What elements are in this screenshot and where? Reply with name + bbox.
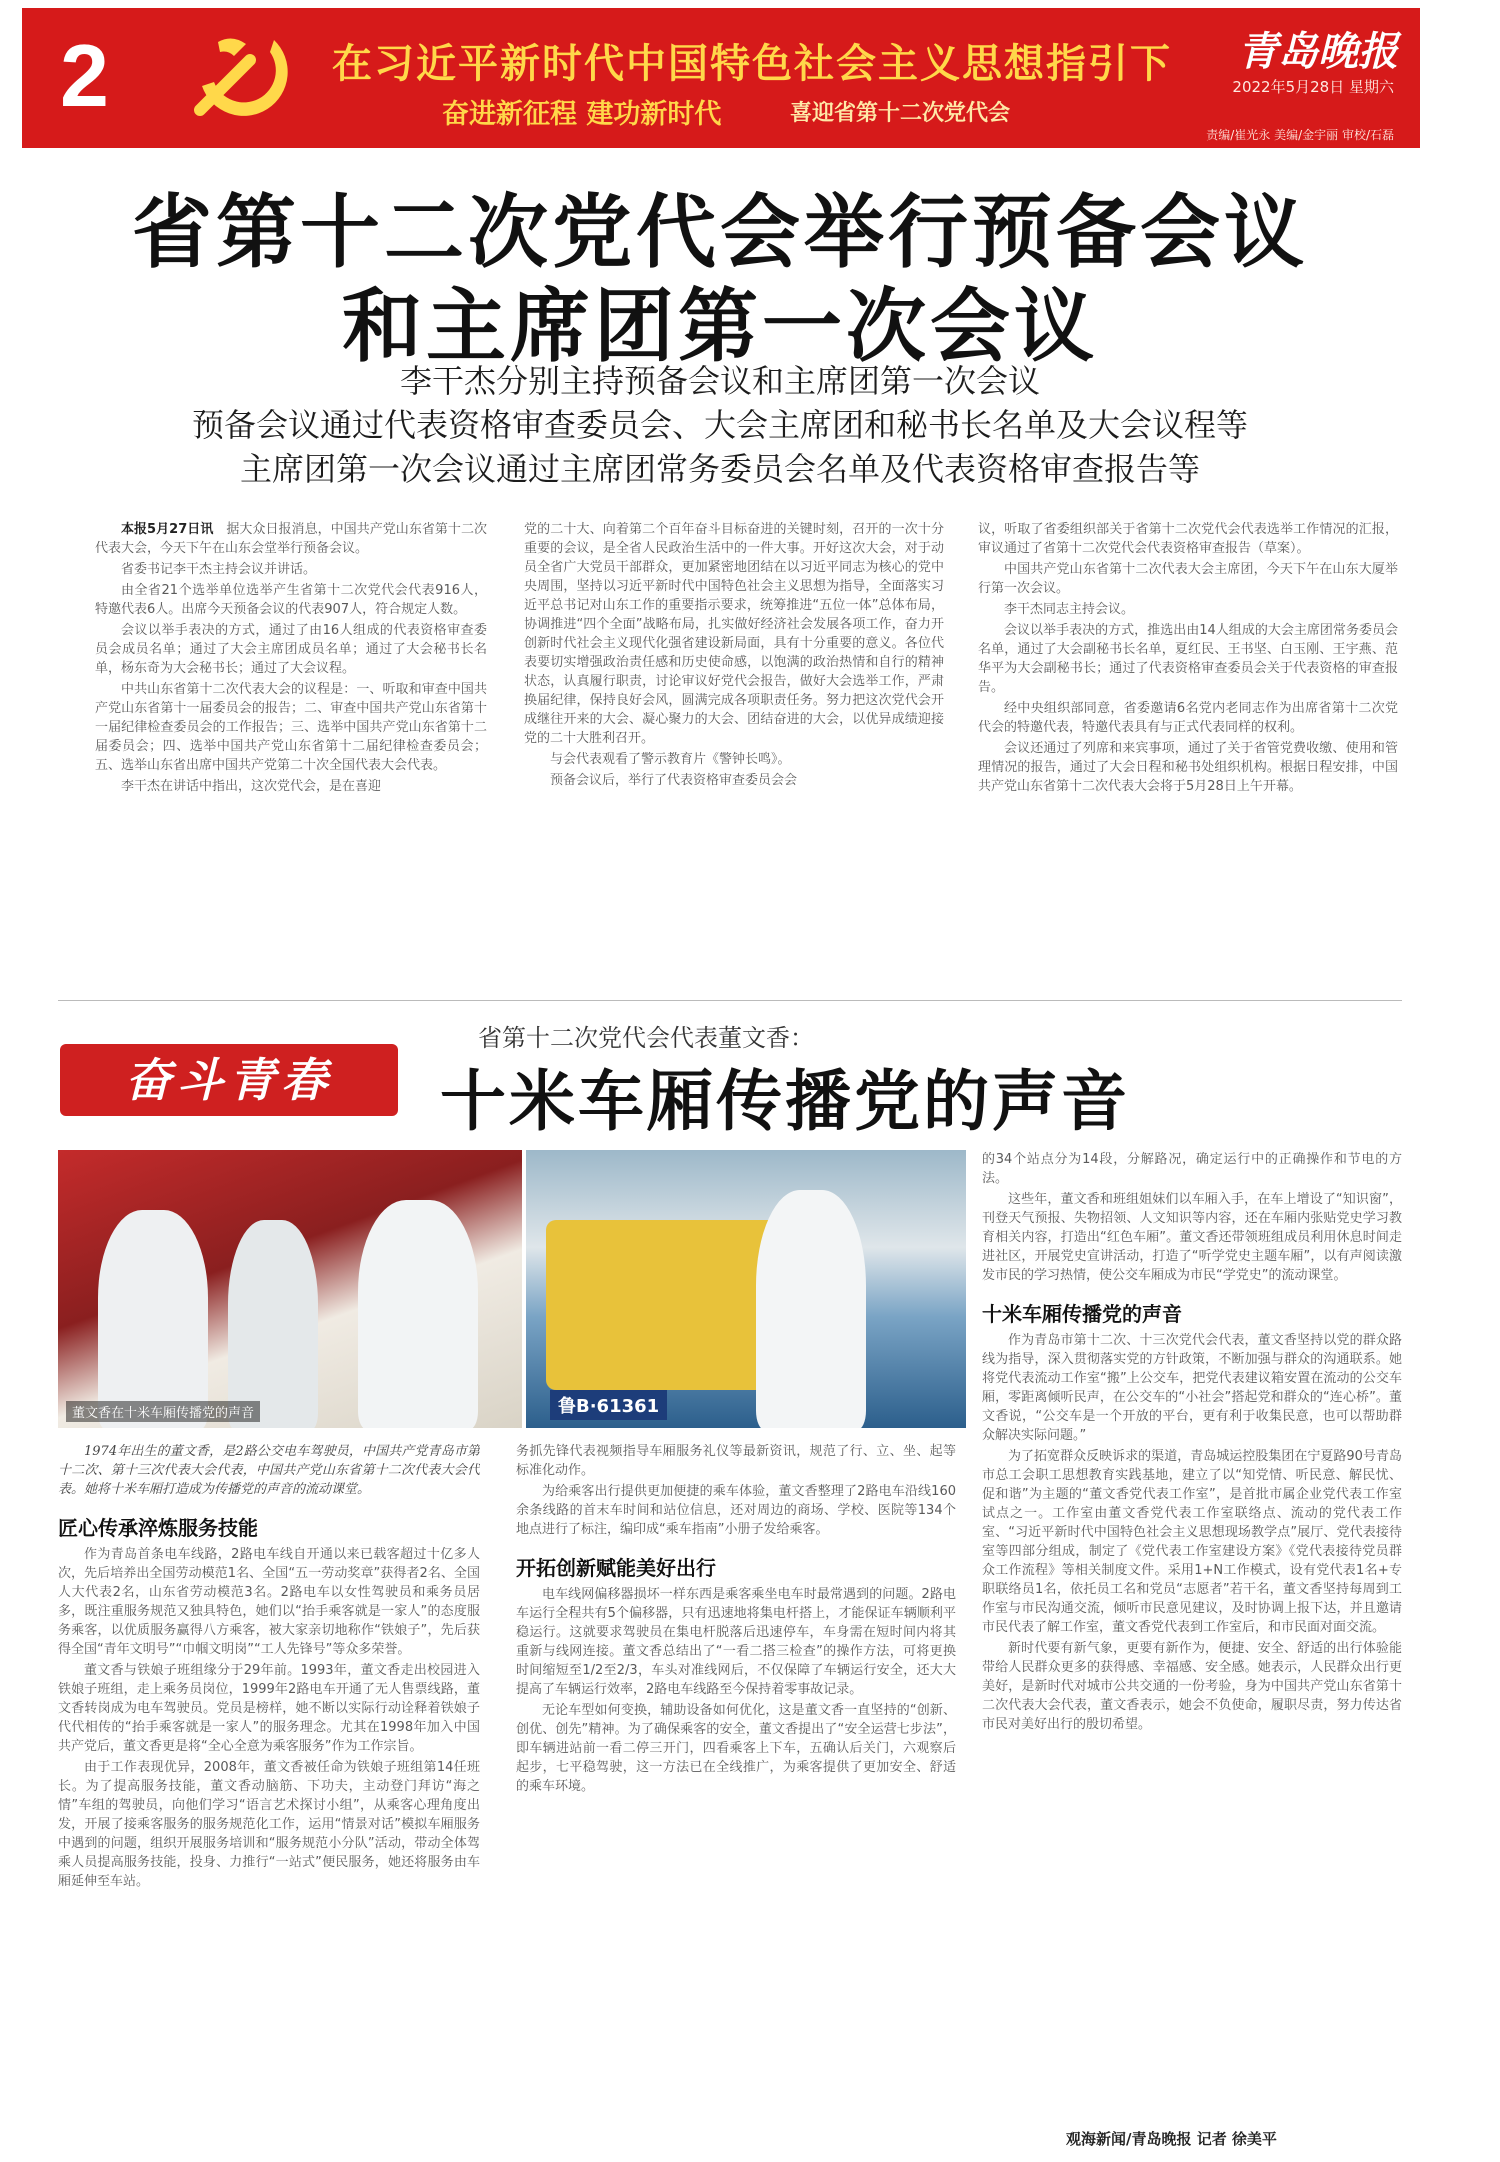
article-paragraph: 中共山东省第十二次代表大会的议程是：一、听取和审查中国共产党山东省第十一届委员会的报告；二、审查中国共产党山东省第十一届纪律检查委员会的工作报告；三、选举中国共产党山东省第十二届委员会；四、选举中国共产党山东省第十二届纪律检查委员会；五、选举山东省出席中国共产党第二十次全国代表大会代表。 <box>95 682 487 773</box>
article-paragraph: 中国共产党山东省第十二次代表大会主席团，今天下午在山东大厦举行第一次会议。 <box>978 562 1398 596</box>
section-heading: 十米车厢传播党的声音 <box>982 1302 1182 1326</box>
feature-paragraph: 董文香与铁娘子班组缘分于29年前。1993年，董文香走出校园进入铁娘子班组，走上乘务员岗位，1999年2路电车开通了无人售票线路，董文香转岗成为电车驾驶员。党员是榜样，她不断以实际行动诠释着铁娘子代代相传的“抬手乘客就是一家人”的服务理念。尤其在1998年加入中国共产党后，董文香更是将“全心全意为乘客服务”作为工作宗旨。 <box>58 1663 480 1754</box>
feature-paragraph: 的34个站点分为14段，分解路况，确定运行中的正确操作和节电的方法。 <box>982 1152 1402 1186</box>
article-column-3 <box>978 520 1398 972</box>
feature-intro: 1974年出生的董文香，是2路公交电车驾驶员，中国共产党青岛市第十二次、第十三次代表大会代表，中国共产党山东省第十二次代表大会代表。她将十米车厢打造成为传播党的声音的流动课堂。 <box>58 1444 480 1497</box>
issue-date: 2022年5月28日 星期六 <box>1232 78 1394 96</box>
article-paragraph: 经中央组织部同意，省委邀请6名党内老同志作为出席省第十二次党代会的特邀代表，特邀代表具有与正式代表同样的权利。 <box>978 701 1398 735</box>
subheadline-3: 主席团第一次会议通过主席团常务委员会名单及代表资格审查报告等 <box>239 450 1200 488</box>
article-paragraph: 预备会议后，举行了代表资格审查委员会会 <box>550 773 798 788</box>
feature-paragraph: 这些年，董文香和班组姐妹们以车厢入手，在车上增设了“知识窗”，刊登天气预报、失物招领、人文知识等内容，还在车厢内张贴党史学习教育相关内容，打造出“红色车厢”。董文香还带领班组成员利用休息时间走进社区，开展党史宣讲活动，打造了“听学党史主题车厢”，以有声阅读激发市民的学习热情，使公交车厢成为市民“学党史”的流动课堂。 <box>982 1192 1402 1283</box>
photo-bus-exterior <box>526 1150 966 1428</box>
section-divider <box>58 1000 1402 1001</box>
page-number: 2 <box>60 26 109 125</box>
newspaper-logo: 青岛晚报 <box>1238 28 1398 75</box>
photo-figure <box>756 1190 866 1428</box>
article-paragraph: 李干杰在讲话中指出，这次党代会，是在喜迎 <box>121 779 382 794</box>
banner-sub-slogan-2: 喜迎省第十二次党代会 <box>790 101 1011 126</box>
column-badge: 奋斗青春 <box>60 1044 398 1116</box>
headline-line-2: 和主席团第一次会议 <box>342 280 1098 373</box>
feature-title: 十米车厢传播党的声音 <box>440 1063 1130 1140</box>
article-paragraph: 议，听取了省委组织部关于省第十二次党代会代表选举工作情况的汇报，审议通过了省第十二次党代会代表资格审查报告（草案）。 <box>978 522 1398 556</box>
editor-credits: 责编/崔光永 美编/金宇丽 审校/石磊 <box>1206 128 1394 142</box>
section-heading: 匠心传承淬炼服务技能 <box>58 1516 258 1540</box>
photo-caption: 董文香在十米车厢传播党的声音 <box>66 1401 260 1422</box>
feature-paragraph: 新时代要有新气象，更要有新作为，便捷、安全、舒适的出行体验能带给人民群众更多的获得感、幸福感、安全感。她表示，人民群众出行更美好，是新时代对城市公共交通的一份考验，身为中国共产党山东省第十二次代表大会代表，董文香表示，她会不负使命，履职尽责，努力传达省市民对美好出行的殷切希望。 <box>982 1641 1402 1732</box>
subheadline-2: 预备会议通过代表资格审查委员会、大会主席团和秘书长名单及大会议程等 <box>191 406 1248 444</box>
dateline: 本报5月27日讯 <box>121 522 214 537</box>
article-paragraph: 省委书记李干杰主持会议并讲话。 <box>121 562 317 577</box>
article-paragraph: 李干杰同志主持会议。 <box>1004 602 1135 617</box>
article-paragraph: 据大众日报消息，中国共产党山东省第十二次代表大会，今天下午在山东会堂举行预备会议。 <box>95 522 487 556</box>
feature-paragraph: 为了拓宽群众反映诉求的渠道，青岛城运控股集团在宁夏路90号青岛市总工会职工思想教育实践基地，建立了以“知党情、听民意、解民忧、促和谐”为主题的“董文香党代表工作室”，是首批市属企业党代表工作室试点之一。工作室由董文香党代表工作室联络点、流动的党代表工作室、“习近平新时代中国特色社会主义思想现场教学点”展厅、党代表接待室等四部分组成，制定了《党代表工作室建设方案》《党代表接待党员群众工作流程》等相关制度文件。采用1+N工作模式，设有党代表1名+专职联络员1名，依托员工名和党员“志愿者”若干名，董文香坚持每周到工作室与市民沟通交流，倾听市民意见建议，及时协调上报下达，并且邀请市民代表了解工作室，董文香党代表到工作室后，和市民面对面交流。 <box>982 1449 1402 1635</box>
photo-figure <box>358 1200 478 1428</box>
photo-bus-interior <box>58 1150 522 1428</box>
feature-paragraph: 电车线网偏移器损坏一样东西是乘客乘坐电车时最常遇到的问题。2路电车运行全程共有5个偏移器，只有迅速地将集电杆搭上，才能保证车辆顺利平稳运行。这就要求驾驶员在集电杆脱落后迅速停车，车身需在短时间内将其重新与线网连接。董文香总结出了“一看二搭三检查”的操作方法，可将更换时间缩短至1/2至2/3，车头对准线网后，不仅保障了车辆运行安全，还大大提高了车辆运行效率，2路电车线路至今保持着零事故记录。 <box>516 1587 956 1697</box>
feature-paragraph: 无论车型如何变换，辅助设备如何优化，这是董文香一直坚持的“创新、创优、创先”精神。为了确保乘客的安全，董文香提出了“安全运营七步法”，即车辆进站前一看二停三开门，四看乘客上下车，五确认后关门，六观察后起步，七平稳驾驶，这一方法已在全线推广，为乘客提供了更加安全、舒适的乘车环境。 <box>516 1703 956 1794</box>
feature-paragraph: 为给乘客出行提供更加便捷的乘车体验，董文香整理了2路电车沿线160余条线路的首末车时间和站位信息，还对周边的商场、学校、医院等134个地点进行了标注，编印成“乘车指南”小册子发给乘客。 <box>516 1484 956 1537</box>
feature-paragraph: 作为青岛市第十二次、十三次党代会代表，董文香坚持以党的群众路线为指导，深入贯彻落实党的方针政策，不断加强与群众的沟通联系。她将党代表流动工作室“搬”上公交车，把党代表建议箱安置在流动的公交车厢，零距离倾听民声，在公交车的“小社会”搭起党和群众的“连心桥”。董文香说，“公交车是一个开放的平台，更有利于收集民意，也可以帮助群众解决实际问题。” <box>982 1333 1402 1443</box>
photo-figure <box>228 1220 318 1428</box>
banner-main-slogan: 在习近平新时代中国特色社会主义思想指引下 <box>332 41 1172 87</box>
photo-bus-panel <box>546 1220 786 1390</box>
feature-column-2 <box>516 1442 956 2122</box>
article-paragraph: 会议以举手表决的方式，推选出由14人组成的大会主席团常务委员会名单，通过了大会副秘书长名单，夏红民、王书坚、白玉刚、王宇燕、范华平为大会副秘书长；通过了代表资格审查委员会关于代表资格的审查报告。 <box>978 623 1398 695</box>
article-column-1 <box>95 520 487 972</box>
banner-sub-slogan: 奋进新征程 建功新时代 <box>442 99 722 130</box>
feature-column-1 <box>58 1442 480 2122</box>
masthead-banner <box>22 8 1420 148</box>
article-paragraph: 会议以举手表决的方式，通过了由16人组成的代表资格审查委员会成员名单；通过了大会主席团成员名单；通过了大会秘书长名单，杨东奇为大会秘书长；通过了大会议程。 <box>95 623 487 676</box>
section-heading: 开拓创新赋能美好出行 <box>516 1556 716 1580</box>
article-paragraph: 由全省21个选举单位选举产生省第十二次党代会代表916人，特邀代表6人。出席今天预备会议的代表907人，符合规定人数。 <box>95 583 487 617</box>
feature-kicker: 省第十二次党代会代表董文香： <box>478 1024 814 1052</box>
bus-plate: 鲁B·61361 <box>550 1390 667 1420</box>
article-column-2 <box>524 520 944 972</box>
headline-line-1: 省第十二次党代会举行预备会议 <box>132 186 1308 279</box>
article-paragraph: 与会代表观看了警示教育片《警钟长鸣》。 <box>550 752 791 767</box>
feature-paragraph: 作为青岛首条电车线路，2路电车线自开通以来已载客超过十亿多人次，先后培养出全国劳动模范1名、全国“五一劳动奖章”获得者2名、全国人大代表2名，山东省劳动模范3名。2路电车以女性驾驶员和乘务员居多，既注重服务规范又独具特色，她们以“抬手乘客就是一家人”的态度服务乘客，以优质服务赢得八方乘客，被大家亲切地称作“铁娘子”，先后获得全国“青年文明号”“巾帼文明岗”“工人先锋号”等众多荣誉。 <box>58 1547 480 1657</box>
byline: 观海新闻/青岛晚报 记者 徐美平 <box>1066 2130 1277 2148</box>
article-paragraph: 党的二十大、向着第二个百年奋斗目标奋进的关键时刻，召开的一次十分重要的会议，是全省人民政治生活中的一件大事。开好这次大会，对于动员全省广大党员干部群众，更加紧密地团结在以习近平同志为核心的党中央周围，坚持以习近平新时代中国特色社会主义思想为指导，全面落实习近平总书记对山东工作的重要指示要求，统筹推进“五位一体”总体布局，协调推进“四个全面”战略布局，扎实做好经济社会发展各项工作，奋力开创新时代社会主义现代化强省建设新局面，具有十分重要的意义。各位代表要切实增强政治责任感和历史使命感，以饱满的政治热情和自行的精神状态，认真履行职责，讨论审议好党代会报告，做好大会选举工作，严肃换届纪律，保持良好会风，圆满完成各项职责任务。努力把这次党代会开成继往开来的大会、凝心聚力的大会、团结奋进的大会，以优异成绩迎接党的二十大胜利召开。 <box>524 522 944 746</box>
party-emblem-icon <box>180 22 310 132</box>
article-paragraph: 会议还通过了列席和来宾事项，通过了关于省管党费收缴、使用和管理情况的报告，通过了大会日程和秘书处组织机构。根据日程安排，中国共产党山东省第十二次代表大会将于5月28日上午开幕。 <box>978 741 1398 794</box>
subheadline-1: 李干杰分别主持预备会议和主席团第一次会议 <box>399 362 1040 400</box>
photo-figure <box>98 1210 208 1428</box>
feature-column-3 <box>982 1150 1402 2110</box>
feature-paragraph: 由于工作表现优异，2008年，董文香被任命为铁娘子班组第14任班长。为了提高服务技能，董文香动脑筋、下功夫，主动登门拜访“海之情”车组的驾驶员，向他们学习“语言艺术探讨小组”，从乘客心理角度出发，开展了接乘客服务的服务规范化工作，运用“情景对话”模拟车厢服务中遇到的问题，组织开展服务培训和“服务规范小分队”活动，带动全体驾乘人员提高服务技能，投身、力推行“一站式”便民服务，她还将服务由车厢延伸至车站。 <box>58 1760 480 1889</box>
feature-paragraph: 务抓先锋代表视频指导车厢服务礼仪等最新资讯，规范了行、立、坐、起等标准化动作。 <box>516 1444 956 1478</box>
